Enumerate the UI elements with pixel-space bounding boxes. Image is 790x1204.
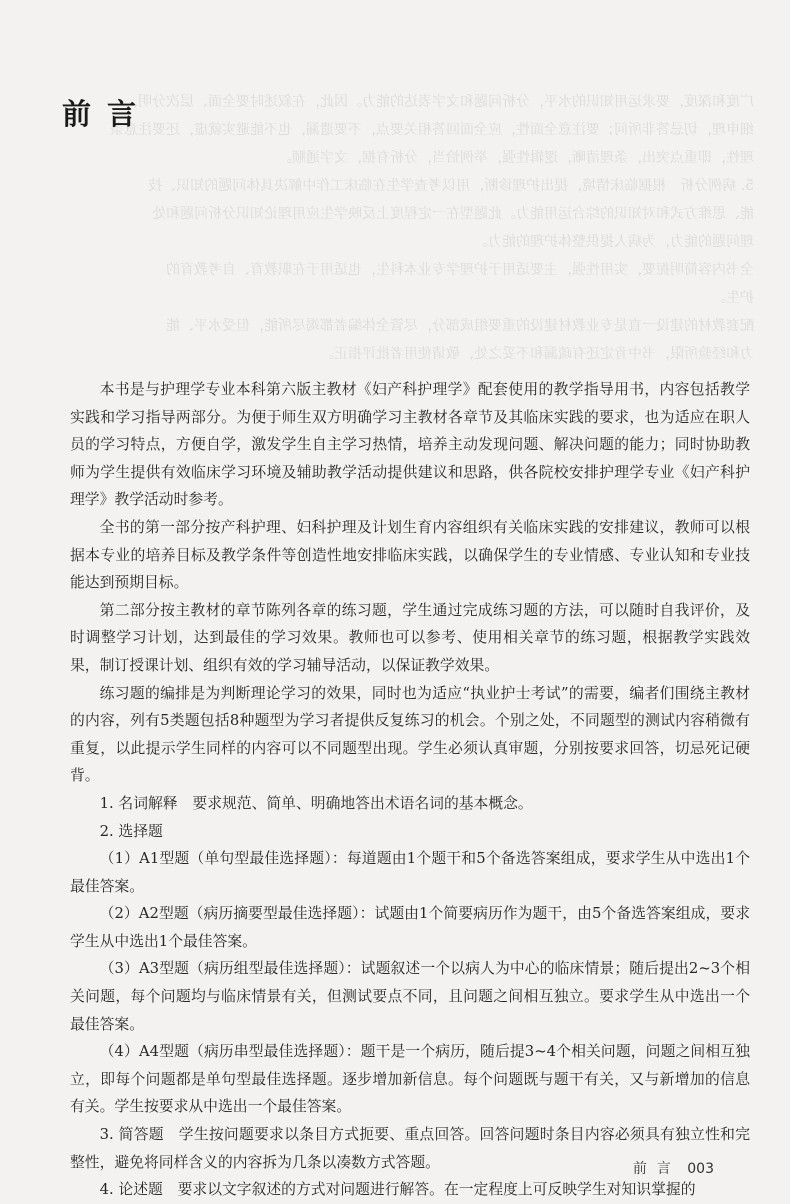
bleed-line: 力和经验所限，书中肯定还有疏漏和不妥之处，敬请使用者批评指正。 xyxy=(320,346,754,362)
footer-label: 前言 xyxy=(632,1161,681,1177)
list-item: （4）A4型题（病历串型最佳选择题）：题干是一个病历，随后提3~4个相关问题，问题之间相互独立，即每个问题都是单句型最佳选择题。逐步增加新信息。每个问题既与题干有关，又与新增加的信息有关。学生按要求从中选出一个最佳答案。 xyxy=(70,1043,750,1116)
paragraph: 练习题的编排是为判断理论学习的效果，同时也为适应“执业护士考试”的需要，编者们围绕主教材的内容，列有5类题包括8种题型为学习者提供反复练习的机会。个别之处，不同题型的测试内容稍微有重复，以此提示学生同样的内容可以不同题型出现。学生必须认真审题，分别按要求回答，切忌死记硬背。 xyxy=(70,684,750,785)
bleed-line: 能、思维方式和对知识的综合运用能力。此题型在一定程度上反映学生应用理论知识分析问题和处 xyxy=(152,206,754,222)
list-item: （2）A2型题（病历摘要型最佳选择题）：试题由1个简要病历作为题干，由5个备选答案组成，要求学生从中选出1个最佳答案。 xyxy=(70,905,750,950)
bleed-line: 理性，即重点突出，条理清晰，逻辑性强，举例恰当，分析有据，文字通顺。 xyxy=(278,150,754,166)
preface-body xyxy=(70,376,750,1204)
list-item: 1. 名词解释 要求规范、简单、明确地答出术语名词的基本概念。 xyxy=(99,794,533,812)
page-title: 前言 xyxy=(62,97,153,131)
paragraph: 本书是与护理学专业本科第六版主教材《妇产科护理学》配套使用的教学指导用书，内容包括教学实践和学习指导两部分。为便于师生双方明确学习主教材各章节及其临床实践的要求，也为适应在职人员的学习特点，方便自学，激发学生自主学习热情，培养主动发现问题、解决问题的能力；同时协助教师为学生提供有效临床学习环境及辅助教学活动提供建议和思路，供各院校安排护理学专业《妇产科护理学》教学活动时参考。 xyxy=(70,381,750,509)
list-item: 3. 简答题 学生按问题要求以条目方式扼要、重点回答。回答问题时条目内容必须具有独立性和完整性，避免将同样含义的内容拆为几条以凑数方式答题。 xyxy=(70,1126,750,1171)
paragraph: 全书的第一部分按产科护理、妇科护理及计划生育内容组织有关临床实践的安排建议，教师可以根据本专业的培养目标及教学条件等创造性地安排临床实践，以确保学生的专业情感、专业认知和专业技能达到预期目标。 xyxy=(70,518,750,592)
bleed-line: 全书内容简明扼要，实用性强，主要适用于护理学专业本科生，也适用于在职教育、自考教育的 xyxy=(166,262,754,278)
bleed-line: 细申理，切忌答非所问；要注意全面性，应全面回答相关要点，不要遗漏，也不能避实就虚，还要注意条 xyxy=(110,122,754,138)
list-item: 2. 选择题 xyxy=(99,822,163,840)
paragraph: 第二部分按主教材的章节陈列各章的练习题，学生通过完成练习题的方法，可以随时自我评价，及时调整学习计划，达到最佳的学习效果。教师也可以参考、使用相关章节的练习题，根据教学实践效果，制订授课计划、组织有效的学习辅导活动，以保证教学效果。 xyxy=(70,601,750,674)
bleed-line: 5. 病例分析 根据临床情境，提出护理诊断，用以考查学生在临床工作中解决具体问题的知识、技 xyxy=(148,178,754,194)
bleed-line: 广度和深度，要求运用知识的水平，分析问题和文字表达的能力。因此，在叙述时要全面、层次分明， xyxy=(124,94,754,110)
bleed-line: 配套教材的建设一直是专业教材建设的重要组成部分，尽管全体编者都竭尽所能，但受水平、能 xyxy=(166,318,754,334)
bleed-line: 理问题的能力，为病人提供整体护理的能力。 xyxy=(474,234,754,250)
page-footer xyxy=(633,1158,714,1178)
list-item: 4. 论述题 要求以文字叙述的方式对问题进行解答。在一定程度上可反映学生对知识掌握的 xyxy=(99,1181,696,1199)
list-item: （1）A1型题（单句型最佳选择题）：每道题由1个题干和5个备选答案组成，要求学生从中选出1个最佳答案。 xyxy=(70,850,750,895)
page-number: 003 xyxy=(687,1161,714,1177)
bleed-line: 护生。 xyxy=(712,290,754,306)
list-item: （3）A3型题（病历组型最佳选择题）：试题叙述一个以病人为中心的临床情景；随后提出2~3个相关问题，每个问题均与临床情景有关，但测试要点不同，且问题之间相互独立。要求学生从中选出一个最佳答案。 xyxy=(70,960,750,1033)
bleed-through-text xyxy=(62,88,754,368)
